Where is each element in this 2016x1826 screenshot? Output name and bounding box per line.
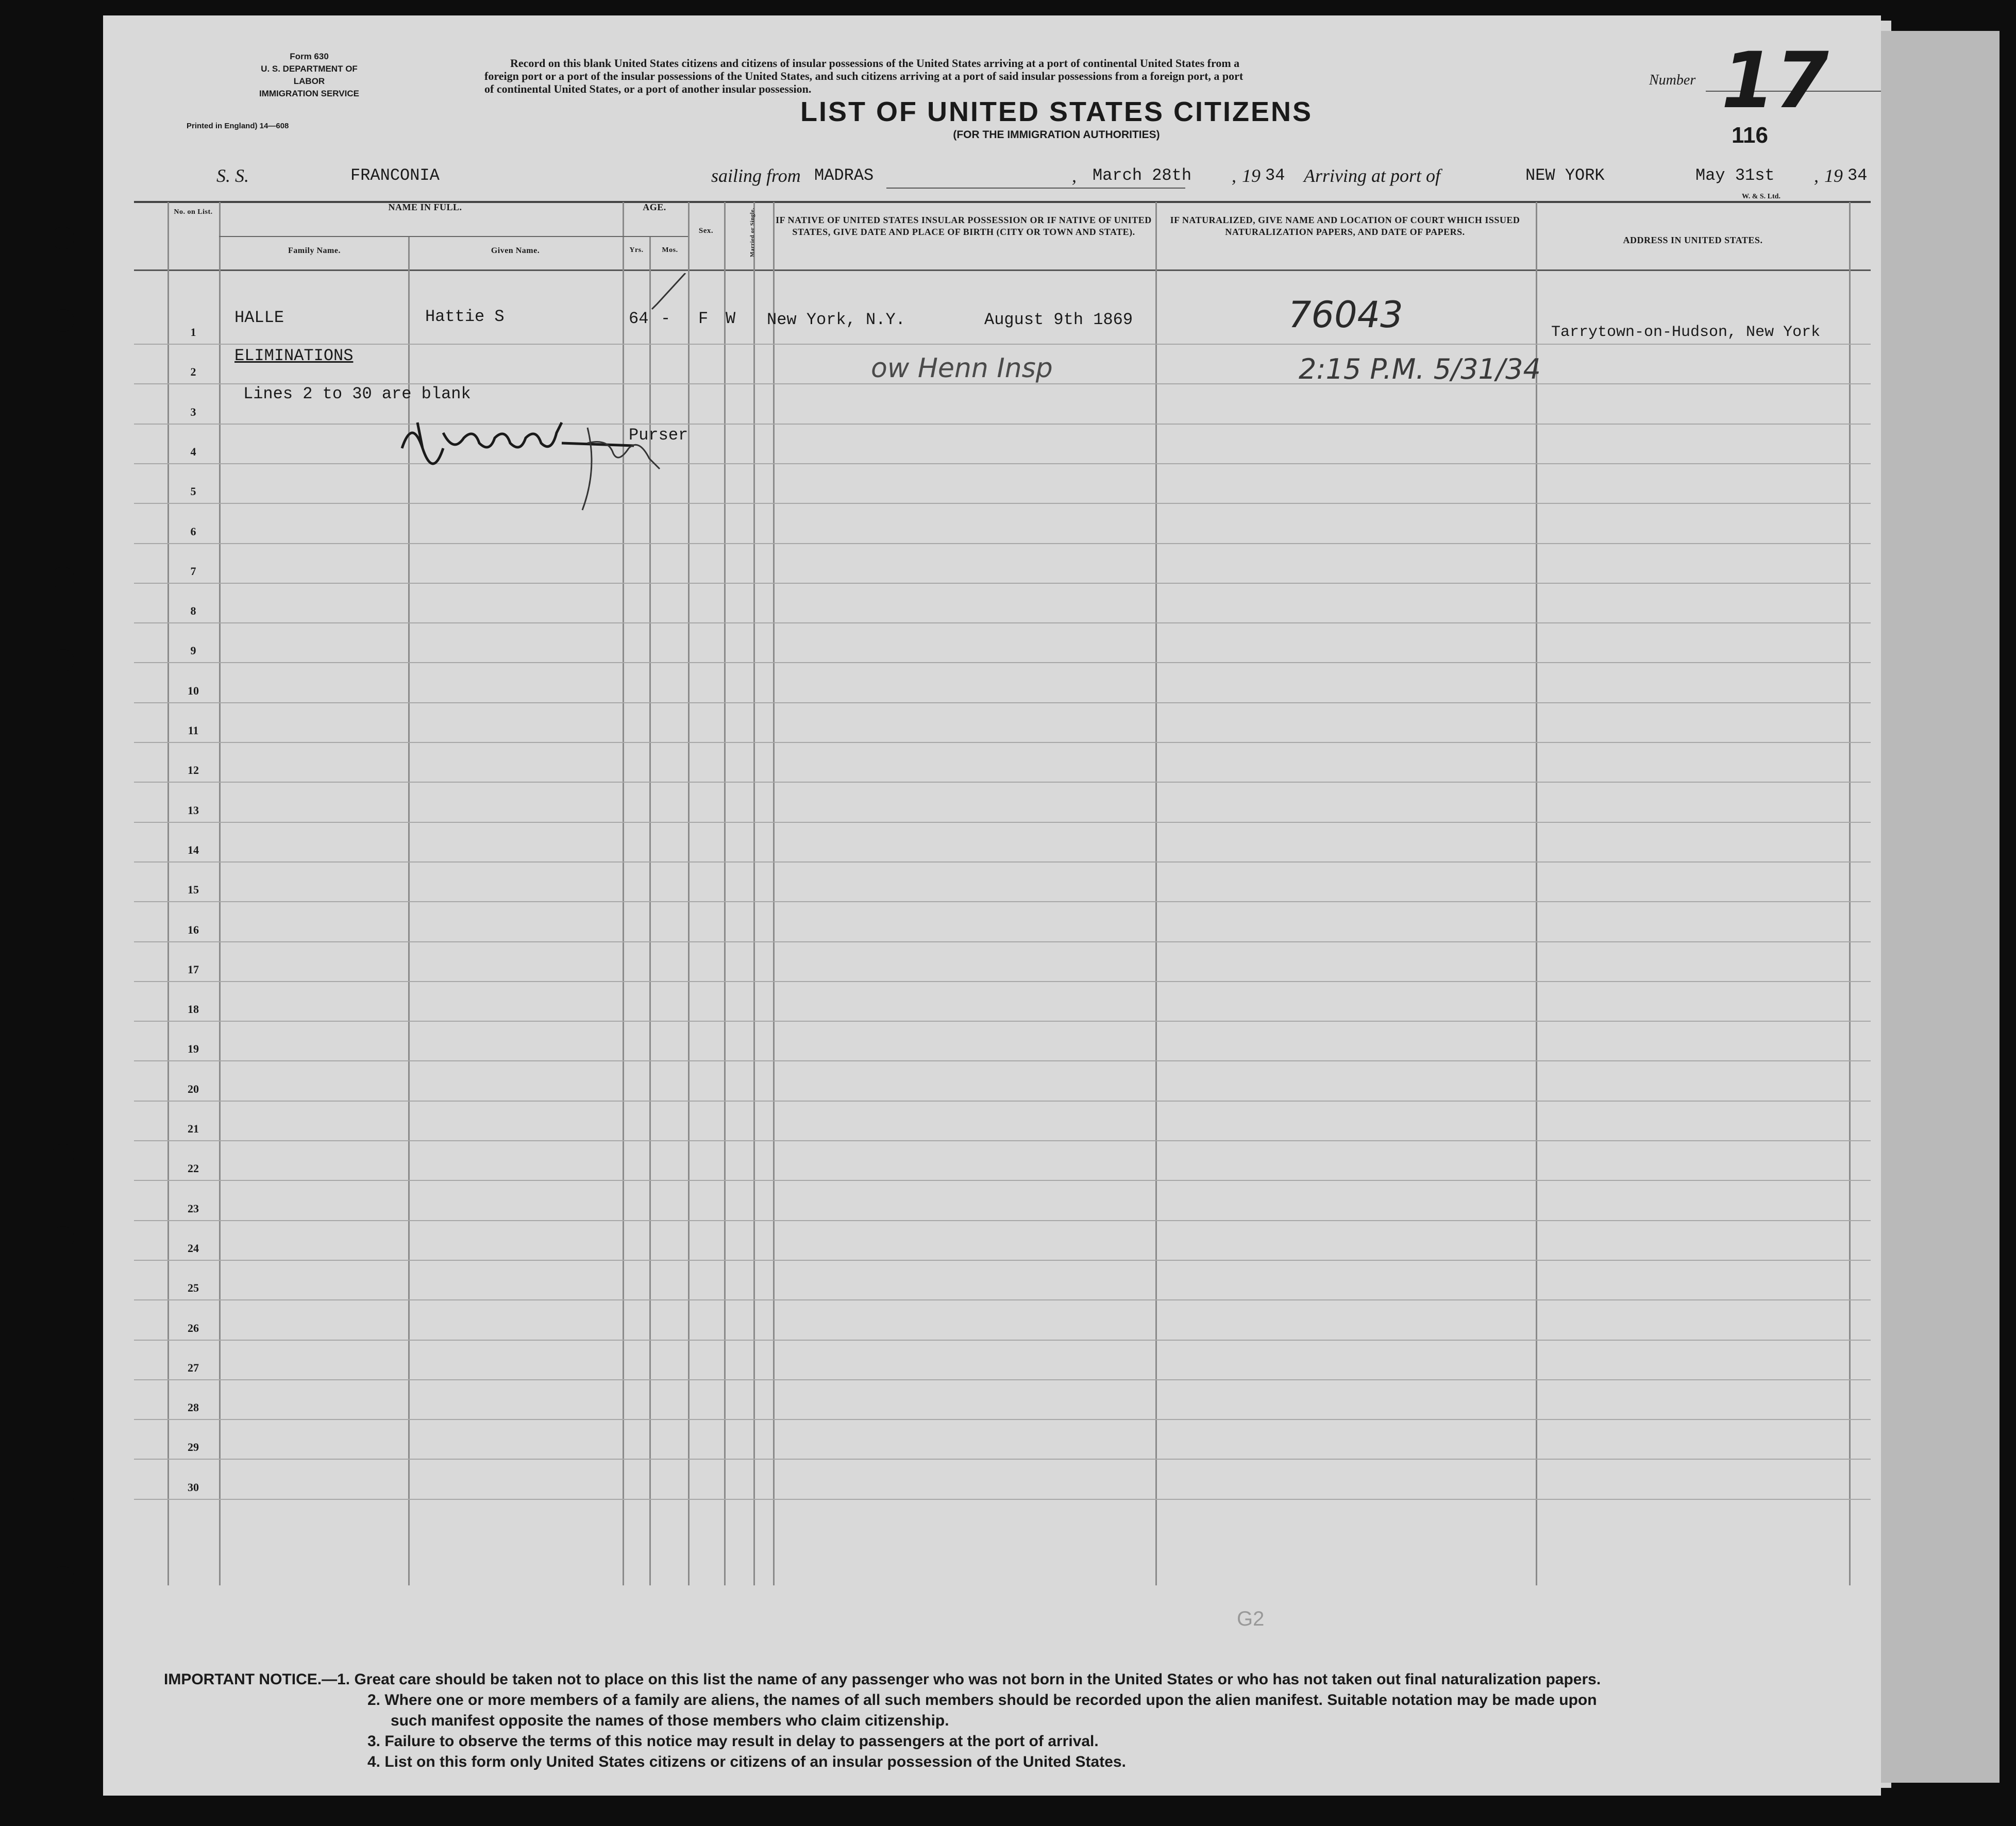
punch-hole xyxy=(52,1144,74,1166)
row-number: 4 xyxy=(190,445,196,458)
punch-hole xyxy=(52,649,74,672)
purser-signature xyxy=(392,407,670,526)
row-rule xyxy=(134,1299,1871,1300)
sailing-label: sailing from xyxy=(711,165,801,186)
column-divider xyxy=(219,202,221,1585)
header-mos: Mos. xyxy=(662,246,678,254)
married-single-cell: W xyxy=(726,309,736,328)
column-divider xyxy=(753,202,755,1585)
header-no-on-list: No. on List. xyxy=(174,208,213,216)
arriving-label: Arriving at port of xyxy=(1304,165,1441,186)
purser-label: Purser xyxy=(629,426,688,445)
row-number: 5 xyxy=(190,485,196,498)
column-divider xyxy=(1536,202,1537,1585)
row-number: 9 xyxy=(190,644,196,657)
row-rule xyxy=(134,901,1871,902)
instruction-line: Record on this blank United States citizens and citizens of insular possessions of the United States arriving at a port of continental United States from a xyxy=(510,57,1240,70)
notice-item: 1. Great care should be taken not to place on this list the name of any passenger who was not born in the United States or who has not taken out final naturalization papers. xyxy=(337,1671,1601,1688)
row-number: 1 xyxy=(190,326,196,339)
row-number: 14 xyxy=(188,843,199,856)
row-number: 27 xyxy=(188,1361,199,1374)
header-name-in-full: NAME IN FULL. xyxy=(388,202,462,212)
punch-hole xyxy=(52,227,74,249)
given-name-cell: Hattie S xyxy=(425,307,505,326)
column-divider xyxy=(1155,202,1157,1585)
date-from: March 28th xyxy=(1093,166,1192,185)
date-to: May 31st xyxy=(1695,166,1775,185)
header-age: AGE. xyxy=(643,202,666,212)
row-number: 21 xyxy=(188,1122,199,1135)
year-from: 34 xyxy=(1265,166,1285,185)
row-number: 25 xyxy=(188,1281,199,1295)
column-divider xyxy=(773,202,775,1585)
row-number: 10 xyxy=(188,684,199,697)
row-rule xyxy=(134,1220,1871,1221)
row-number: 20 xyxy=(188,1082,199,1095)
underlying-sheet xyxy=(1876,31,2000,1783)
row-rule xyxy=(134,543,1871,544)
header-given-name: Given Name. xyxy=(491,246,540,255)
check-mark xyxy=(649,273,691,314)
service-name: IMMIGRATION SERVICE xyxy=(259,89,359,98)
row-rule xyxy=(134,861,1871,863)
row-number: 18 xyxy=(188,1003,199,1016)
instruction-line: of continental United States, or a port of another insular possession. xyxy=(484,82,812,95)
row-number: 28 xyxy=(188,1401,199,1414)
row-number: 2 xyxy=(190,365,196,379)
row-rule xyxy=(134,981,1871,982)
ship-name: FRANCONIA xyxy=(350,166,440,185)
address-cell: Tarrytown-on-Hudson, New York xyxy=(1551,324,1821,341)
row-rule xyxy=(134,344,1871,345)
row-rule xyxy=(134,1260,1871,1261)
column-divider xyxy=(688,202,690,1585)
birthplace-cell: New York, N.Y. xyxy=(767,310,905,329)
family-name-cell: HALLE xyxy=(234,308,284,327)
header-yrs: Yrs. xyxy=(629,246,644,254)
row-rule xyxy=(134,583,1871,584)
sex-cell: F xyxy=(698,309,709,328)
row-number: 29 xyxy=(188,1441,199,1454)
subheader-rule xyxy=(219,236,688,237)
row-rule xyxy=(134,1459,1871,1460)
printer-mark: W. & S. Ltd. xyxy=(1742,193,1780,200)
row-number: 3 xyxy=(190,405,196,418)
row-number: 6 xyxy=(190,525,196,538)
row-number: 22 xyxy=(188,1162,199,1175)
row-number: 15 xyxy=(188,883,199,897)
row-rule xyxy=(134,702,1871,703)
row-number: 16 xyxy=(188,923,199,936)
underline xyxy=(886,188,1185,189)
header-sex: Sex. xyxy=(698,227,714,235)
comma: , xyxy=(1072,165,1077,186)
row-number: 17 xyxy=(188,962,199,976)
year-prefix-arrival: 19 xyxy=(1824,165,1843,186)
notice-item: 2. Where one or more members of a family are aliens, the names of all such members should be recorded upon the alien manifest. Suitable notation may be made upon xyxy=(367,1692,1597,1709)
row-rule xyxy=(134,1140,1871,1141)
punch-hole xyxy=(52,309,74,332)
row-rule xyxy=(134,1021,1871,1022)
year-to: 34 xyxy=(1847,166,1868,185)
header-native-birth: IF NATIVE OF UNITED STATES INSULAR POSSESSION OR IF NATIVE OF UNITED STATES, GIVE DATE AND PLACE OF BIRTH (CITY OR TOWN AND STATE). xyxy=(776,215,1152,237)
handwritten-number: 76043 xyxy=(1288,294,1403,336)
column-divider xyxy=(167,202,169,1585)
row-rule xyxy=(134,622,1871,623)
row-number: 7 xyxy=(190,564,196,578)
year-prefix: 19 xyxy=(1242,165,1261,186)
row-rule xyxy=(134,662,1871,663)
punch-hole xyxy=(52,567,74,589)
row-number: 8 xyxy=(190,604,196,618)
row-rule xyxy=(134,1499,1871,1500)
number-label: Number xyxy=(1649,72,1696,88)
comma: , xyxy=(1814,165,1819,186)
row-rule xyxy=(134,822,1871,823)
age-years-cell: 64 xyxy=(629,309,649,328)
ss-label: S. S. xyxy=(216,165,249,186)
row-number: 26 xyxy=(188,1321,199,1334)
row-rule xyxy=(134,1180,1871,1181)
header-bottom-rule xyxy=(134,269,1871,271)
comma: , xyxy=(1232,165,1236,186)
column-divider xyxy=(1849,202,1851,1585)
punch-hole xyxy=(52,1484,74,1507)
footer-mark: G2 xyxy=(1237,1608,1265,1630)
blank-lines-note: Lines 2 to 30 are blank xyxy=(243,384,471,403)
notice-item: such manifest opposite the names of those members who claim citizenship. xyxy=(391,1712,949,1729)
list-number: 17 xyxy=(1721,36,1829,126)
row-number: 23 xyxy=(188,1202,199,1215)
instruction-line: foreign port or a port of the insular possessions of the United States, and such citizens arriving at a port of said insular possessions from a foreign port, a port xyxy=(484,70,1244,82)
birthdate-cell: August 9th 1869 xyxy=(984,310,1133,329)
notice-label: IMPORTANT NOTICE.— xyxy=(164,1671,338,1688)
row-number: 11 xyxy=(188,724,199,737)
page-number: 116 xyxy=(1732,123,1768,148)
row-number: 13 xyxy=(188,803,199,817)
notice-item: 3. Failure to observe the terms of this notice may result in delay to passengers at the port of arrival. xyxy=(367,1733,1099,1750)
eliminations-label: ELIMINATIONS xyxy=(234,346,354,365)
header-family-name: Family Name. xyxy=(288,246,341,255)
row-rule xyxy=(134,782,1871,783)
row-number: 30 xyxy=(188,1480,199,1494)
row-rule xyxy=(134,1340,1871,1341)
row-rule xyxy=(134,1419,1871,1420)
row-rule xyxy=(134,1101,1871,1102)
row-number: 19 xyxy=(188,1042,199,1056)
header-married-single: Married or Single. xyxy=(749,208,755,257)
handwritten-time: 2:15 P.M. 5/31/34 xyxy=(1299,353,1541,385)
column-divider xyxy=(724,202,726,1585)
row-rule xyxy=(134,1060,1871,1061)
age-months-cell: - xyxy=(661,309,671,328)
punch-hole xyxy=(52,1566,74,1589)
notice-item: 4. List on this form only United States citizens or citizens of an insular possession of the United States. xyxy=(367,1753,1126,1770)
row-number: 24 xyxy=(188,1241,199,1255)
row-rule xyxy=(134,941,1871,942)
department-name: U. S. DEPARTMENT OF LABOR xyxy=(261,64,358,86)
row-rule xyxy=(134,742,1871,743)
page-subtitle: (FOR THE IMMIGRATION AUTHORITIES) xyxy=(953,129,1160,141)
page-title: LIST OF UNITED STATES CITIZENS xyxy=(800,96,1313,127)
header-address: ADDRESS IN UNITED STATES. xyxy=(1623,235,1763,245)
form-number: Form 630 xyxy=(290,52,329,61)
port-from: MADRAS xyxy=(814,166,874,185)
printed-note: Printed in England) 14—608 xyxy=(187,122,289,130)
manifest-page xyxy=(103,15,1881,1796)
handwritten-inspector: ow Henn Insp xyxy=(871,353,1053,384)
port-to: NEW YORK xyxy=(1525,166,1605,185)
row-rule xyxy=(134,1379,1871,1380)
row-number: 12 xyxy=(188,764,199,777)
header-naturalized: IF NATURALIZED, GIVE NAME AND LOCATION OF COURT WHICH ISSUED NATURALIZATION PAPERS, AND DATE OF PAPERS. xyxy=(1170,215,1520,237)
punch-hole xyxy=(52,1226,74,1249)
